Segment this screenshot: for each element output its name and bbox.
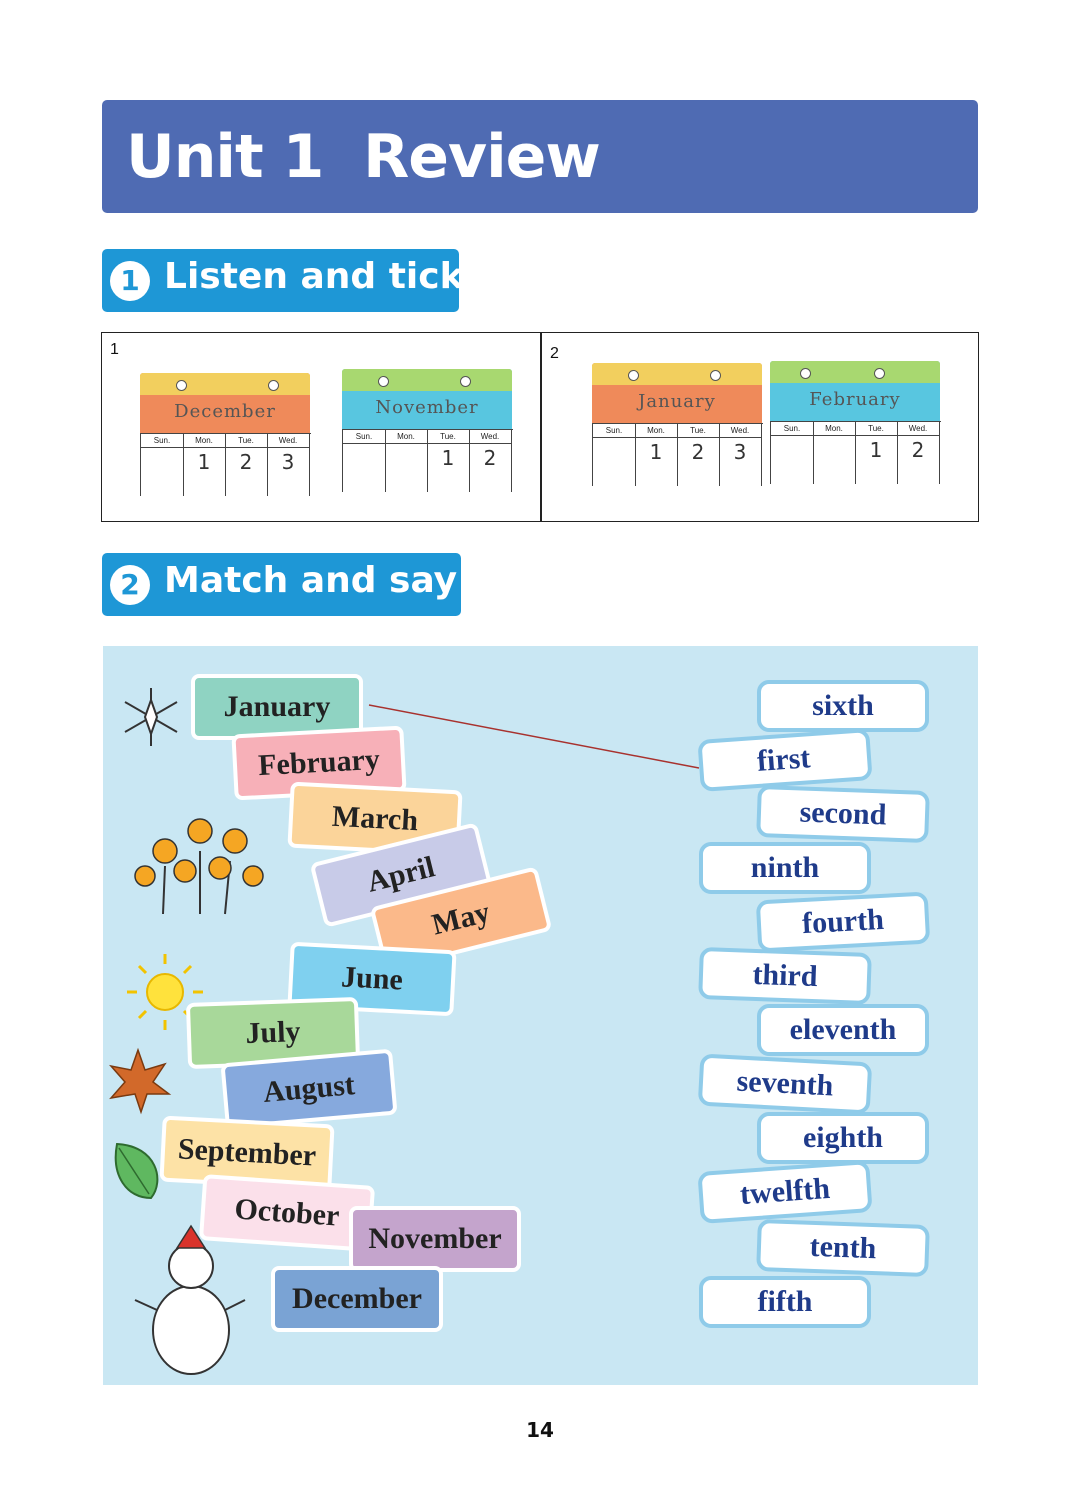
month-card-march[interactable]: March <box>287 782 462 857</box>
day-name: Sun. <box>343 431 385 444</box>
date: 3 <box>281 450 295 474</box>
section-1-title: Listen and tick <box>164 256 464 297</box>
page-number: 14 <box>526 1418 554 1442</box>
month-card-august[interactable]: August <box>220 1049 397 1130</box>
calendar-november[interactable] <box>342 369 512 491</box>
ordinal-card-ninth[interactable]: ninth <box>699 842 871 894</box>
section-1-number: 1 <box>110 261 150 301</box>
date: 1 <box>441 446 455 470</box>
date: 2 <box>483 446 497 470</box>
day-name: Wed. <box>719 425 761 438</box>
date: 1 <box>869 438 883 462</box>
calendar-month: November <box>375 397 479 418</box>
ordinal-card-fifth[interactable]: fifth <box>699 1276 871 1328</box>
day-name: Tue. <box>225 435 267 448</box>
ordinal-card-fourth[interactable]: fourth <box>756 892 930 953</box>
item-1-label: 1 <box>110 341 119 358</box>
day-name: Sun. <box>771 423 813 436</box>
day-name: Mon. <box>813 423 855 436</box>
item-2-label: 2 <box>550 345 559 362</box>
month-card-november[interactable]: November <box>349 1206 521 1272</box>
calendar-month: December <box>174 401 276 422</box>
date: 1 <box>197 450 211 474</box>
month-card-october[interactable]: October <box>199 1174 375 1252</box>
day-name: Sun. <box>141 435 183 448</box>
date: 2 <box>691 440 705 464</box>
date: 2 <box>911 438 925 462</box>
month-card-june[interactable]: June <box>287 942 456 1017</box>
day-name: Mon. <box>635 425 677 438</box>
page-title: Unit 1 Review <box>126 122 600 192</box>
ordinal-card-third[interactable]: third <box>698 947 872 1005</box>
ordinal-card-twelfth[interactable]: twelfth <box>697 1160 872 1224</box>
month-card-january[interactable]: January <box>191 674 363 740</box>
day-name: Wed. <box>897 423 939 436</box>
ordinal-card-seventh[interactable]: seventh <box>698 1054 872 1115</box>
listen-and-tick-table <box>101 332 979 522</box>
section-2-title: Match and say <box>164 560 458 601</box>
day-name: Mon. <box>385 431 427 444</box>
month-card-december[interactable]: December <box>271 1266 443 1332</box>
date: 3 <box>733 440 747 464</box>
day-name: Tue. <box>427 431 469 444</box>
calendar-february[interactable] <box>770 361 940 483</box>
ordinal-card-second[interactable]: second <box>756 785 930 843</box>
day-name: Mon. <box>183 435 225 448</box>
date: 2 <box>239 450 253 474</box>
section-2-header <box>102 553 461 616</box>
table-divider <box>540 333 542 521</box>
calendar-month: January <box>638 391 716 412</box>
day-name: Sun. <box>593 425 635 438</box>
month-card-february[interactable]: February <box>231 726 406 801</box>
section-2-number: 2 <box>110 565 150 605</box>
section-1-header <box>102 249 464 312</box>
calendar-month: February <box>809 389 901 410</box>
ordinal-card-first[interactable]: first <box>697 728 872 792</box>
month-card-july[interactable]: July <box>186 997 360 1069</box>
match-and-say-panel <box>103 646 978 1385</box>
day-name: Wed. <box>469 431 511 444</box>
month-card-may[interactable]: May <box>370 866 553 972</box>
day-name: Wed. <box>267 435 309 448</box>
ordinal-card-sixth[interactable]: sixth <box>757 680 929 732</box>
month-card-april[interactable]: April <box>310 822 493 928</box>
calendar-december[interactable] <box>140 373 310 495</box>
ordinal-card-eleventh[interactable]: eleventh <box>757 1004 929 1056</box>
ordinal-card-eighth[interactable]: eighth <box>757 1112 929 1164</box>
day-name: Tue. <box>677 425 719 438</box>
date: 1 <box>649 440 663 464</box>
calendar-january[interactable] <box>592 363 762 485</box>
month-card-september[interactable]: September <box>159 1116 334 1191</box>
day-name: Tue. <box>855 423 897 436</box>
unit-title-banner <box>102 100 978 213</box>
ordinal-card-tenth[interactable]: tenth <box>756 1219 930 1277</box>
